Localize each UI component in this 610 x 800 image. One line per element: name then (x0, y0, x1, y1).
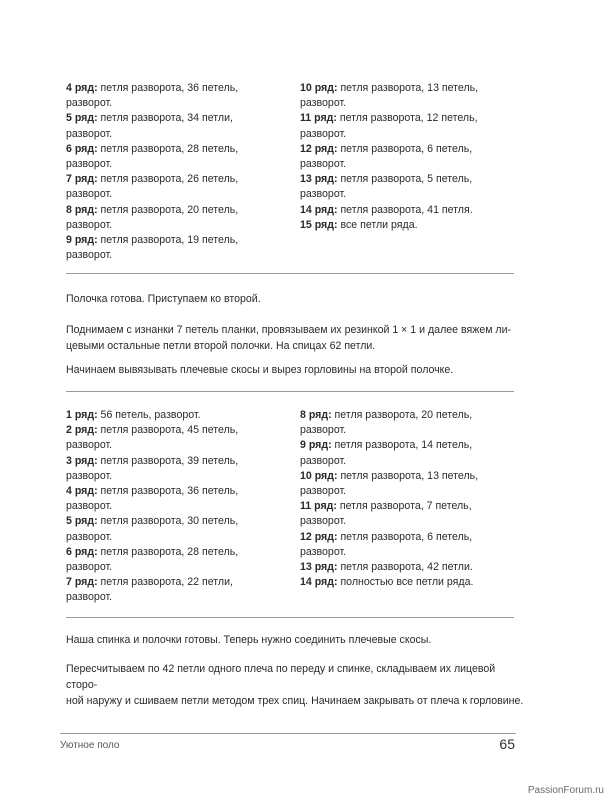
row-instruction-line (300, 81, 532, 96)
row-label: 2 ряд: (66, 424, 98, 437)
row-text: разворот. (300, 127, 347, 140)
row-text: петля разворота, 12 петель, (336, 112, 478, 125)
row-instruction-line (66, 233, 298, 248)
row-instruction-line (300, 438, 532, 453)
row-label: 4 ряд: (66, 485, 98, 498)
row-label: 10 ряд: (300, 469, 338, 482)
row-label: 3 ряд: (66, 454, 98, 467)
row-text: петля разворота, 19 петель, (97, 234, 239, 247)
row-label: 9 ряд: (66, 234, 98, 247)
row-label: 12 ряд: (300, 142, 338, 155)
row-text: петля разворота, 6 петель, (337, 142, 473, 155)
row-label: 1 ряд: (66, 409, 98, 421)
row-instruction-line (66, 438, 298, 453)
rows-column-left (66, 81, 298, 263)
paragraph (66, 661, 526, 709)
row-instruction-line (300, 454, 532, 469)
row-instruction-line (66, 484, 298, 499)
row-instruction-line (300, 408, 532, 423)
row-text: разворот. (66, 158, 113, 171)
row-text: петля разворота, 5 петель, (337, 173, 473, 186)
paragraph-text: Начинаем вывязывать плечевые скосы и вырез горловины на второй полочке. (66, 364, 454, 376)
row-instruction-line (66, 81, 298, 96)
row-instruction-line (66, 127, 298, 142)
row-text: петля разворота, 36 петель, (97, 82, 239, 94)
paragraph (66, 291, 526, 307)
row-instruction-line (66, 203, 298, 218)
row-instruction-line (300, 545, 532, 560)
row-text: петля разворота, 45 петель, (97, 424, 239, 437)
row-text: разворот. (66, 561, 113, 574)
row-instruction-line (300, 514, 532, 529)
row-label: 11 ряд: (300, 500, 337, 513)
row-label: 5 ряд: (66, 112, 98, 125)
row-label: 6 ряд: (66, 142, 98, 155)
paragraph-line: цевыми остальные петли второй полочки. На спицах 62 петли. (66, 340, 376, 352)
row-instruction-line (66, 96, 298, 111)
row-instruction-line (66, 423, 298, 438)
row-instruction-line (300, 499, 532, 514)
row-label: 4 ряд: (66, 82, 98, 94)
row-instruction-line (66, 408, 298, 423)
row-instruction-line (300, 575, 532, 590)
row-instruction-line (300, 142, 532, 157)
rows-column-right (300, 81, 532, 263)
row-text: полностью все петли ряда. (337, 576, 474, 589)
row-text: петля разворота, 6 петель, (337, 530, 473, 543)
row-instruction-line (66, 499, 298, 514)
row-text: петля разворота, 22 петли, (97, 576, 233, 589)
row-text: петля разворота, 36 петель, (97, 485, 239, 498)
row-text: разворот. (300, 158, 347, 171)
row-instruction-line (300, 218, 532, 233)
row-instruction-line (300, 96, 532, 111)
row-text: разворот. (66, 439, 113, 452)
row-label: 9 ряд: (300, 439, 332, 452)
row-instruction-line (300, 530, 532, 545)
page-number: 65 (499, 736, 515, 752)
row-text: разворот. (300, 485, 347, 498)
row-instruction-line (66, 590, 298, 605)
row-text: разворот. (66, 469, 113, 482)
row-text: разворот. (66, 97, 113, 110)
row-instruction-line (66, 560, 298, 575)
row-instruction-line (300, 127, 532, 142)
row-instruction-line (66, 248, 298, 263)
row-label: 7 ряд: (66, 576, 98, 589)
row-label: 15 ряд: (300, 218, 338, 231)
row-instruction-line (66, 530, 298, 545)
row-text: разворот. (66, 218, 113, 231)
row-text: петля разворота, 42 петли. (337, 561, 473, 574)
row-instruction-line (300, 172, 532, 187)
row-instruction-line (300, 484, 532, 499)
row-instruction-line (300, 423, 532, 438)
row-label: 8 ряд: (66, 203, 98, 216)
rows-column-left (66, 408, 298, 606)
row-text: петля разворота, 13 петель, (337, 469, 479, 482)
row-text: петля разворота, 13 петель, (337, 82, 479, 94)
row-text: петля разворота, 30 петель, (97, 515, 239, 528)
row-label: 11 ряд: (300, 112, 337, 125)
row-label: 12 ряд: (300, 530, 338, 543)
row-instruction-line (66, 469, 298, 484)
paragraph-line: Поднимаем с изнанки 7 петель планки, провязываем их резинкой 1 × 1 и далее вяжем ли- (66, 324, 512, 336)
row-text: петля разворота, 28 петель, (97, 142, 239, 155)
row-text: петля разворота, 34 петли, (97, 112, 233, 125)
paragraph-line: Пересчитываем по 42 петли одного плеча по переду и спинке, складываем их лицевой сторо- (66, 663, 496, 691)
row-instruction-line (300, 187, 532, 202)
row-instruction-line (300, 203, 532, 218)
paragraph (66, 632, 526, 648)
row-text: разворот. (300, 545, 347, 558)
row-label: 8 ряд: (300, 409, 332, 421)
row-text: разворот. (66, 249, 113, 262)
row-instruction-line (300, 111, 532, 126)
row-text: 56 петель, разворот. (97, 409, 201, 421)
row-text: разворот. (300, 454, 347, 467)
row-text: петля разворота, 20 петель, (331, 409, 473, 421)
rows-column-right (300, 408, 532, 606)
row-instruction-line (66, 142, 298, 157)
row-instruction-line (66, 514, 298, 529)
row-instruction-line (300, 560, 532, 575)
row-instruction-line (66, 218, 298, 233)
row-label: 7 ряд: (66, 173, 98, 186)
rows-block-1 (66, 81, 532, 263)
row-instruction-line (66, 545, 298, 560)
row-text: петля разворота, 7 петель, (336, 500, 472, 513)
row-label: 14 ряд: (300, 576, 338, 589)
row-text: разворот. (300, 97, 347, 110)
row-instruction-line (300, 469, 532, 484)
row-text: разворот. (300, 424, 347, 437)
paragraph-text: Наша спинка и полочки готовы. Теперь нужно соединить плечевые скосы. (66, 634, 432, 646)
row-text: разворот. (300, 188, 347, 201)
section-divider (66, 391, 514, 392)
row-label: 5 ряд: (66, 515, 98, 528)
row-text: петля разворота, 26 петель, (97, 173, 239, 186)
section-divider (66, 617, 514, 618)
row-instruction-line (66, 172, 298, 187)
row-text: петля разворота, 14 петель, (331, 439, 473, 452)
section-divider (66, 273, 514, 274)
row-label: 14 ряд: (300, 203, 338, 216)
watermark: PassionForum.ru (527, 785, 604, 796)
row-instruction-line (66, 575, 298, 590)
row-text: петля разворота, 28 петель, (97, 545, 239, 558)
row-instruction-line (66, 454, 298, 469)
paragraph-line: ной наружу и сшиваем петли методом трех спиц. Начинаем закрывать от плеча к горловине. (66, 695, 524, 707)
paragraph (66, 362, 526, 378)
rows-block-2 (66, 408, 532, 606)
row-text: разворот. (66, 591, 113, 604)
row-label: 10 ряд: (300, 82, 338, 94)
row-label: 13 ряд: (300, 561, 338, 574)
row-text: петля разворота, 41 петля. (337, 203, 473, 216)
paragraph (66, 322, 526, 354)
row-text: разворот. (66, 188, 113, 201)
row-text: петля разворота, 39 петель, (97, 454, 239, 467)
row-instruction-line (66, 111, 298, 126)
row-text: все петли ряда. (337, 218, 418, 231)
row-instruction-line (66, 187, 298, 202)
row-text: разворот. (300, 515, 347, 528)
row-text: петля разворота, 20 петель, (97, 203, 239, 216)
row-text: разворот. (66, 530, 113, 543)
row-text: разворот. (66, 127, 113, 140)
footer-book-title: Уютное поло (60, 740, 120, 751)
row-instruction-line (300, 157, 532, 172)
row-instruction-line (66, 157, 298, 172)
paragraph-text: Полочка готова. Приступаем ко второй. (66, 293, 261, 305)
row-label: 6 ряд: (66, 545, 98, 558)
row-label: 13 ряд: (300, 173, 338, 186)
footer-divider (60, 733, 516, 734)
row-text: разворот. (66, 500, 113, 513)
